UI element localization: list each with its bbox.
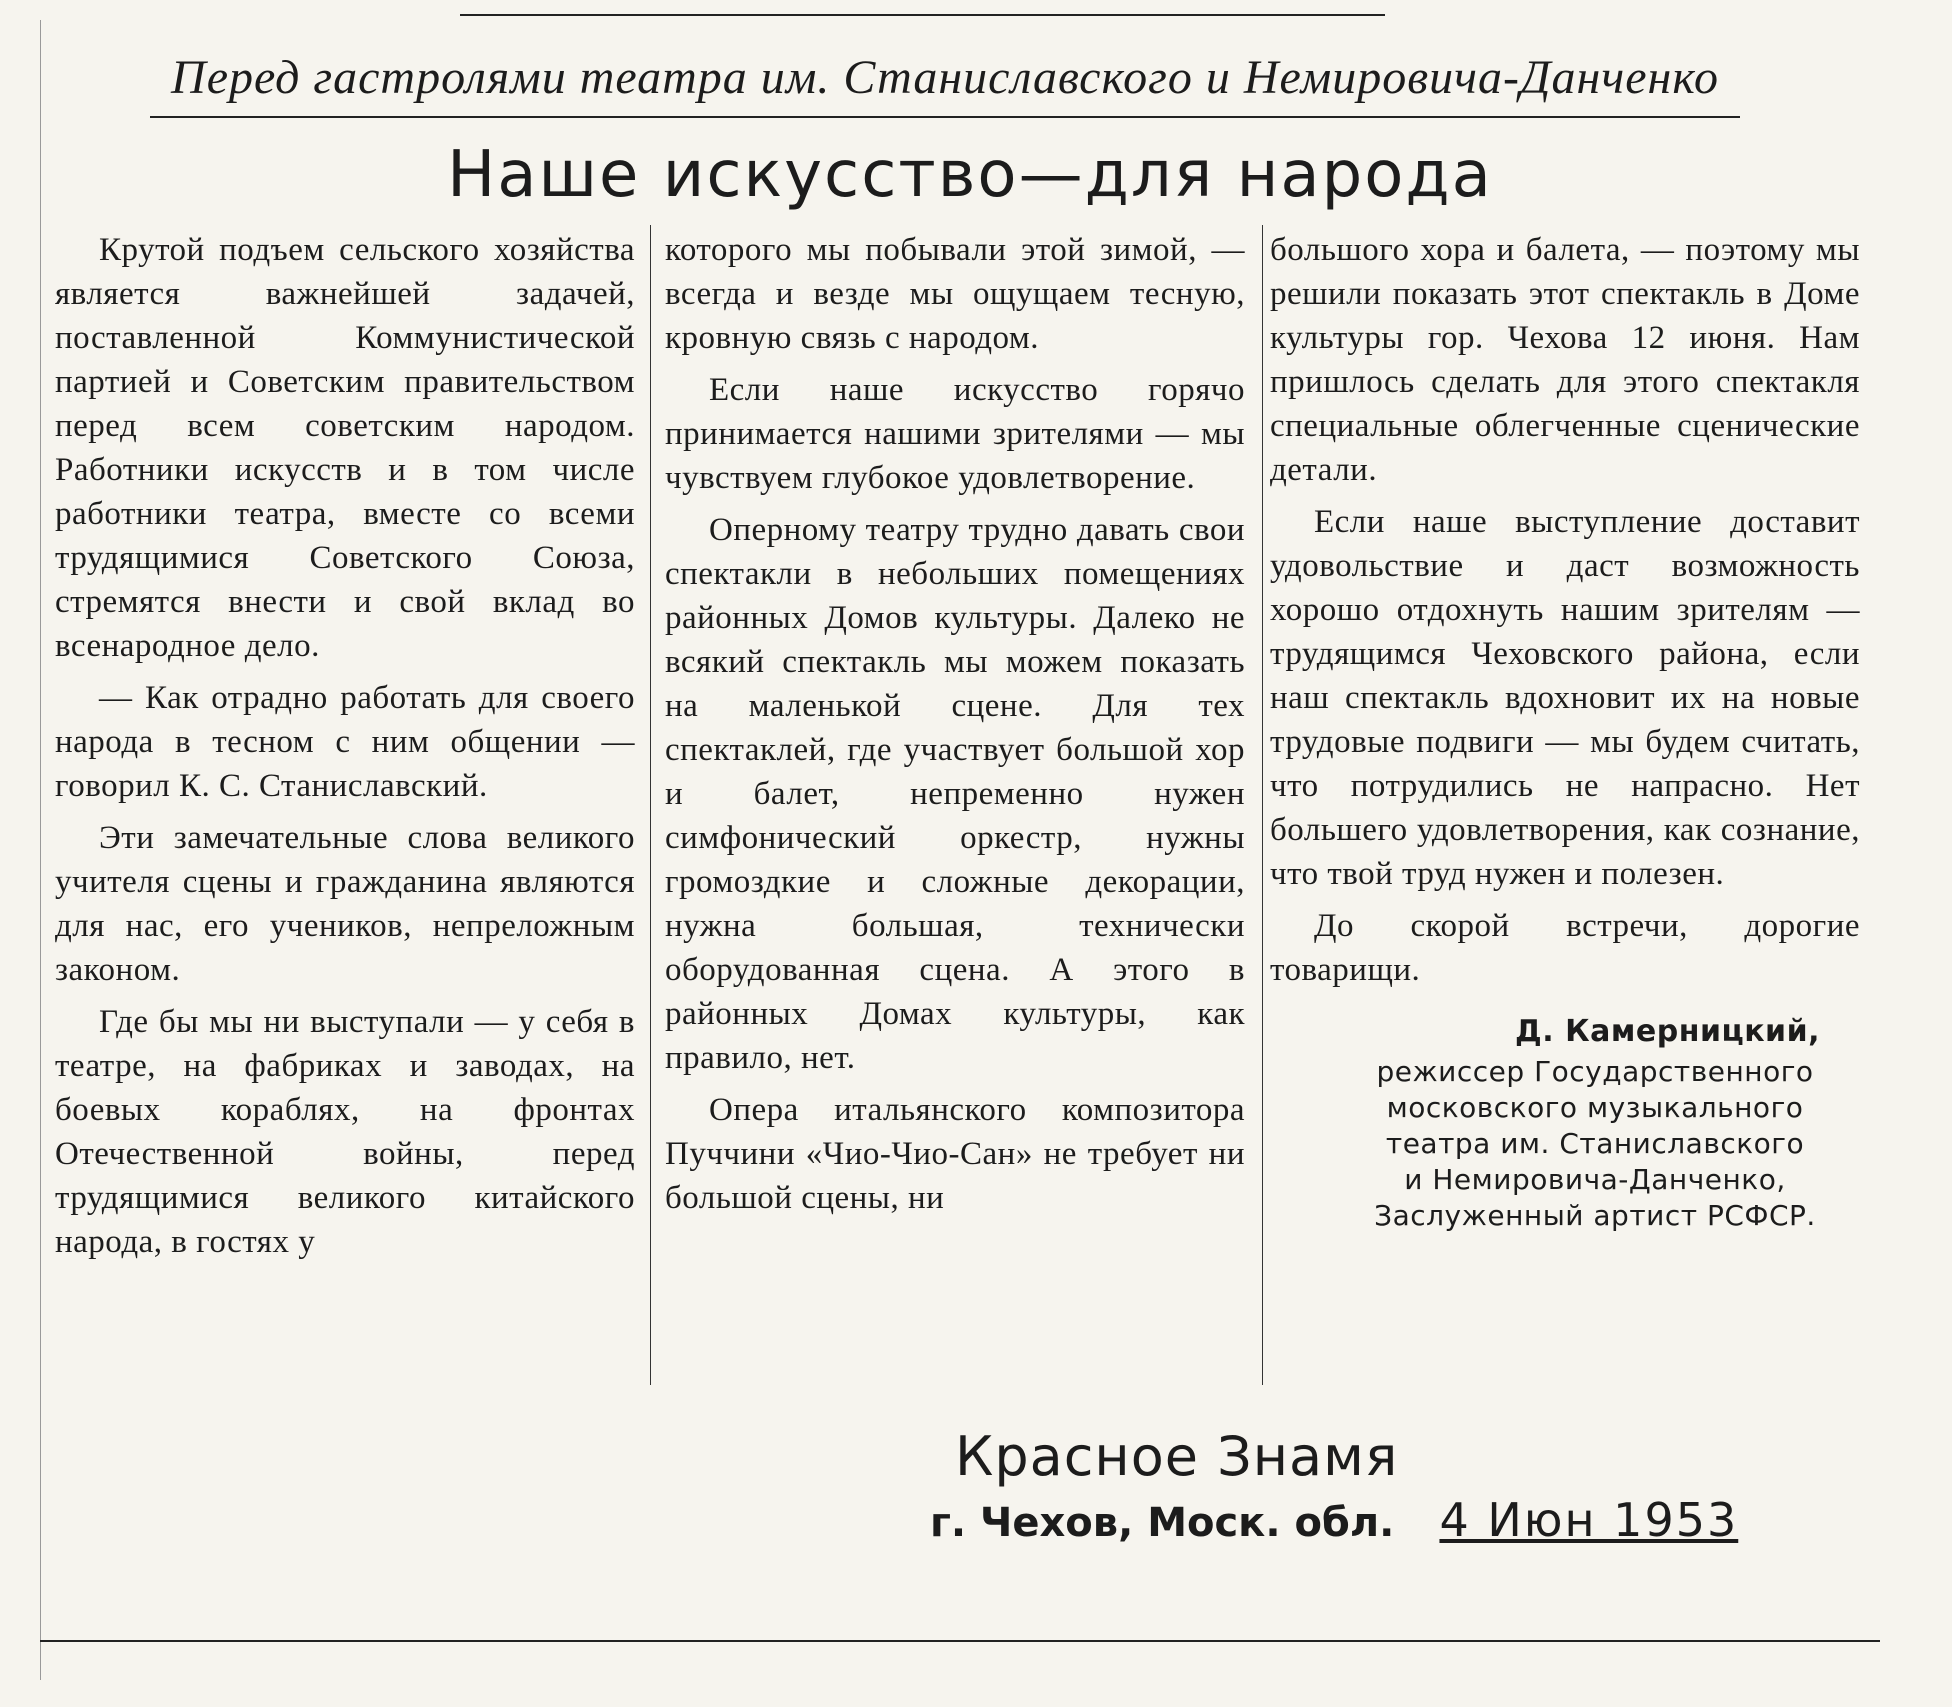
author-signature xyxy=(1270,1010,1860,1234)
paragraph: Опера итальянского композитора Пуччини «Чио-Чио-Сан» не требует ни большой сцены, ни xyxy=(665,1092,1245,1216)
column-divider xyxy=(650,225,651,1385)
author-name: Д. Камерницкий, xyxy=(1515,1014,1820,1049)
article-column-1 xyxy=(55,228,635,1272)
author-title-line: московского музыкального xyxy=(1386,1091,1804,1124)
left-border xyxy=(40,20,41,1680)
paragraph: Крутой подъем сельского хозяйства является важнейшей задачей, поставленной Коммунистической партией и Советским правительством перед всем советским народом. Работники искусств и в том числе работники театра, вместе со всеми трудящимися Советского Союза, стремятся внести и свой вклад во всенародное дело. xyxy=(55,232,635,664)
author-title-line: театра им. Станиславского xyxy=(1385,1127,1805,1160)
author-title-line: Заслуженный артист РСФСР. xyxy=(1374,1199,1816,1232)
stamp-date: 4 Июн 1953 xyxy=(1439,1493,1739,1547)
kicker: Перед гастролями театра им. Станиславского и Немировича-Данченко xyxy=(171,51,1719,104)
paragraph: большого хора и балета, — поэтому мы решили показать этот спектакль в Доме культуры гор. Чехова 12 июня. Нам пришлось сделать для этого спектакля специальные облегченные сценические детали. xyxy=(1270,232,1860,488)
stamp-location: г. Чехов, Моск. обл. xyxy=(930,1500,1395,1546)
paragraph: — Как отрадно работать для своего народа в тесном с ним общении — говорил К. С. Станиславский. xyxy=(55,680,635,804)
paragraph: Эти замечательные слова великого учителя сцены и гражданина являются для нас, его учеников, непреложным законом. xyxy=(55,820,635,988)
paragraph: Оперному театру трудно давать свои спектакли в небольших помещениях районных Домов культуры. Далеко не всякий спектакль мы можем показать на маленькой сцене. Для тех спектаклей, где участвует большой хор и балет, непременно нужен симфонический оркестр, нужны громоздкие и сложные декорации, нужна большая, технически оборудованная сцена. А этого в районных Домах культуры, как правило, нет. xyxy=(665,512,1245,1076)
newspaper-stamp xyxy=(930,1425,1830,1547)
column-divider xyxy=(1262,225,1263,1385)
article-column-3 xyxy=(1270,228,1860,1234)
stamp-newspaper-name: Красное Знамя xyxy=(955,1425,1399,1488)
paragraph: Если наше искусство горячо принимается нашими зрителями — мы чувствуем глубокое удовлетворение. xyxy=(665,372,1245,496)
bottom-rule xyxy=(40,1640,1880,1642)
author-title-line: режиссер Государственного xyxy=(1376,1055,1814,1088)
kicker-underline xyxy=(150,116,1740,118)
paragraph: Где бы мы ни выступали — у себя в театре, на фабриках и заводах, на боевых кораблях, на фронтах Отечественной войны, перед трудящимися великого китайского народа, в гостях у xyxy=(55,1004,635,1260)
paragraph: которого мы побывали этой зимой, — всегда и везде мы ощущаем тесную, кровную связь с народом. xyxy=(665,232,1245,356)
author-title-line: и Немировича-Данченко, xyxy=(1404,1163,1786,1196)
paragraph: Если наше выступление доставит удовольствие и даст возможность хорошо отдохнуть нашим зрителям — трудящимся Чеховского района, если наш спектакль вдохновит их на новые трудовые подвиги — мы будем считать, что потрудились не напрасно. Нет большего удовлетворения, как сознание, что твой труд нужен и полезен. xyxy=(1270,504,1860,892)
top-rule xyxy=(460,14,1385,16)
article-column-2 xyxy=(665,228,1245,1228)
paragraph: До скорой встречи, дорогие товарищи. xyxy=(1270,908,1860,988)
headline: Наше искусство—для народа xyxy=(447,138,1493,212)
